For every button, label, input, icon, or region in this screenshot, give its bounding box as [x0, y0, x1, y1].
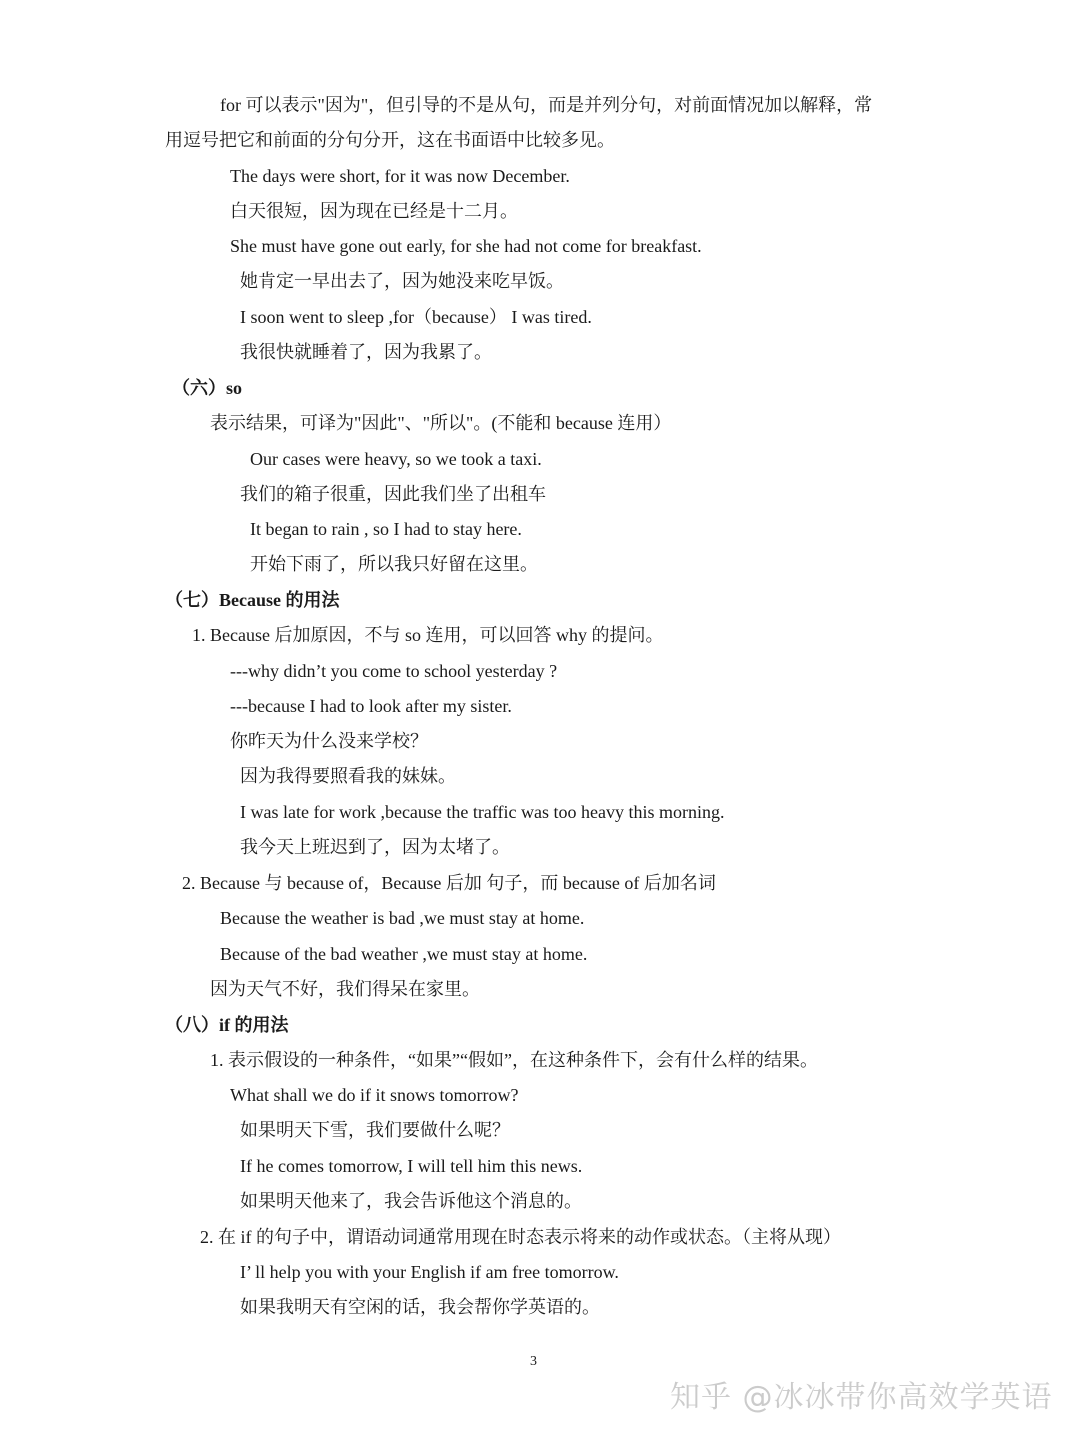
example-sentence: ---why didn’t you come to school yesterday ? — [230, 661, 558, 681]
page-number: 3 — [530, 1354, 537, 1369]
example-sentence: If he comes tomorrow, I will tell him this news. — [240, 1156, 583, 1176]
example-sentence: The days were short, for it was now December. — [230, 166, 570, 186]
example-translation: 我很快就睡着了，因为我累了。 — [240, 342, 492, 362]
example-translation: 你昨天为什么没来学校？ — [230, 731, 428, 751]
example-sentence: I was late for work ,because the traffic was too heavy this morning. — [240, 802, 725, 822]
section-heading: （六）so — [172, 378, 243, 398]
example-sentence: Because of the bad weather ,we must stay at home. — [220, 944, 588, 964]
example-translation: 如果明天下雪，我们要做什么呢？ — [240, 1120, 510, 1140]
example-sentence: I’ ll help you with your English if am free tomorrow. — [240, 1262, 619, 1282]
example-translation: 因为我得要照看我的妹妹。 — [240, 766, 456, 786]
example-sentence: What shall we do if it snows tomorrow? — [230, 1085, 519, 1105]
example-translation: 白天很短，因为现在已经是十二月。 — [230, 201, 518, 221]
example-sentence: It began to rain , so I had to stay here. — [250, 519, 522, 539]
example-translation: 我们的箱子很重，因此我们坐了出租车 — [240, 484, 546, 504]
example-translation: 如果明天他来了，我会告诉他这个消息的。 — [240, 1191, 582, 1211]
watermark: 知乎 @冰冰带你高效学英语 — [670, 1380, 1053, 1415]
example-translation: 如果我明天有空闲的话，我会帮你学英语的。 — [240, 1297, 600, 1317]
paragraph-line: 表示结果，可译为"因此"、"所以"。(不能和 because 连用） — [210, 413, 672, 433]
example-translation: 她肯定一早出去了，因为她没来吃早饭。 — [240, 271, 564, 291]
paragraph-line: 用逗号把它和前面的分句分开，这在书面语中比较多见。 — [165, 130, 615, 150]
example-sentence: ---because I had to look after my sister. — [230, 696, 512, 716]
example-translation: 开始下雨了，所以我只好留在这里。 — [250, 554, 538, 574]
example-sentence: I soon went to sleep ,for（because） I was tired. — [240, 307, 592, 327]
paragraph-line: for 可以表示"因为"，但引导的不是从句，而是并列分句，对前面情况加以解释，常 — [220, 95, 873, 115]
rule-line: 2. 在 if 的句子中，谓语动词通常用现在时态表示将来的动作或状态。（主将从现） — [200, 1227, 841, 1247]
rule-line: 1. 表示假设的一种条件，“如果”“假如”，在这种条件下，会有什么样的结果。 — [210, 1050, 818, 1070]
example-translation: 因为天气不好，我们得呆在家里。 — [210, 979, 480, 999]
example-translation: 我今天上班迟到了，因为太堵了。 — [240, 837, 510, 857]
section-heading: （七）Because 的用法 — [165, 590, 340, 610]
rule-line: 1. Because 后加原因，不与 so 连用，可以回答 why 的提问。 — [192, 625, 664, 645]
example-sentence: Because the weather is bad ,we must stay at home. — [220, 908, 585, 928]
rule-line: 2. Because 与 because of，Because 后加 句子，而 because of 后加名词 — [182, 873, 716, 893]
example-sentence: She must have gone out early, for she had not come for breakfast. — [230, 236, 702, 256]
example-sentence: Our cases were heavy, so we took a taxi. — [250, 449, 542, 469]
section-heading: （八）if 的用法 — [165, 1015, 289, 1035]
